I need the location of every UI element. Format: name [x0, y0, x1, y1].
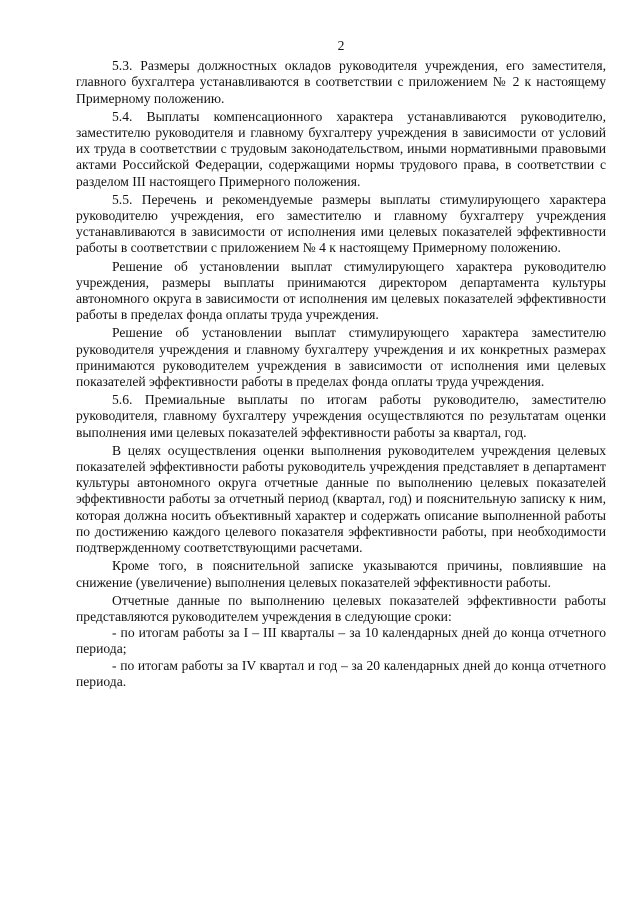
paragraph-assessment: В целях осуществления оценки выполнения руководителем учреждения целевых показателей эффективности работы руководитель учреждения представляет в департамент культуры автономного округа отчетные данные по выполнению целевых показателей эффективности работы за отчетный период (квартал, год) и пояснительную записку к ним, которая должна носить объективный характер и содержать описание выполненной работы по достижению каждого целевого показателя эффективности работы, при необходимости подтвержденному соответствующими расчетами.: [76, 442, 606, 556]
list-item-year: - по итогам работы за IV квартал и год – за 20 календарных дней до конца отчетного периода.: [76, 657, 606, 689]
paragraph-5-4: 5.4. Выплаты компенсационного характера устанавливаются руководителю, заместителю руководителя и главному бухгалтеру учреждения в зависимости от условий их труда в соответствии с трудовым законодательством, иными нормативными правовыми актами Российской Федерации, содержащими нормы трудового права, в соответствии с разделом III настоящего Примерного положения.: [76, 108, 606, 189]
paragraph-5-5: 5.5. Перечень и рекомендуемые размеры выплаты стимулирующего характера руководителю учреждения, его заместителю и главному бухгалтеру учреждения устанавливаются в зависимости от исполнения ими целевых показателей эффективности работы в соответствии с приложением № 4 к настоящему Примерному положению.: [76, 191, 606, 256]
list-item-quarters: - по итогам работы за I – III кварталы – за 10 календарных дней до конца отчетного периода;: [76, 625, 606, 657]
paragraph-5-6: 5.6. Премиальные выплаты по итогам работы руководителю, заместителю руководителя, главному бухгалтеру учреждения осуществляются по результатам оценки выполнения ими целевых показателей эффективности работы за квартал, год.: [76, 392, 606, 440]
paragraph-5-3: 5.3. Размеры должностных окладов руководителя учреждения, его заместителя, главного бухгалтера устанавливаются в соответствии с приложением № 2 к настоящему Примерному положению.: [76, 58, 606, 106]
paragraph-director-decision: Решение об установлении выплат стимулирующего характера руководителю учреждения, размеры выплаты принимаются директором департамента культуры автономного округа в зависимости от исполнения им целевых показателей эффективности работы в пределах фонда оплаты труда учреждения.: [76, 258, 606, 323]
paragraph-explanatory-note: Кроме того, в пояснительной записке указываются причины, повлиявшие на снижение (увеличение) выполнения целевых показателей эффективности работы.: [76, 558, 606, 590]
document-page: [76, 38, 606, 690]
page-number: 2: [337, 38, 345, 53]
paragraph-deadlines: Отчетные данные по выполнению целевых показателей эффективности работы представляются руководителем учреждения в следующие сроки:: [76, 592, 606, 624]
paragraph-deputy-decision: Решение об установлении выплат стимулирующего характера заместителю руководителя учреждения и главному бухгалтеру учреждения и их конкретных размерах принимаются руководителем учреждения в зависимости от исполнения ими целевых показателей эффективности работы в пределах фонда оплаты труда учреждения.: [76, 325, 606, 390]
